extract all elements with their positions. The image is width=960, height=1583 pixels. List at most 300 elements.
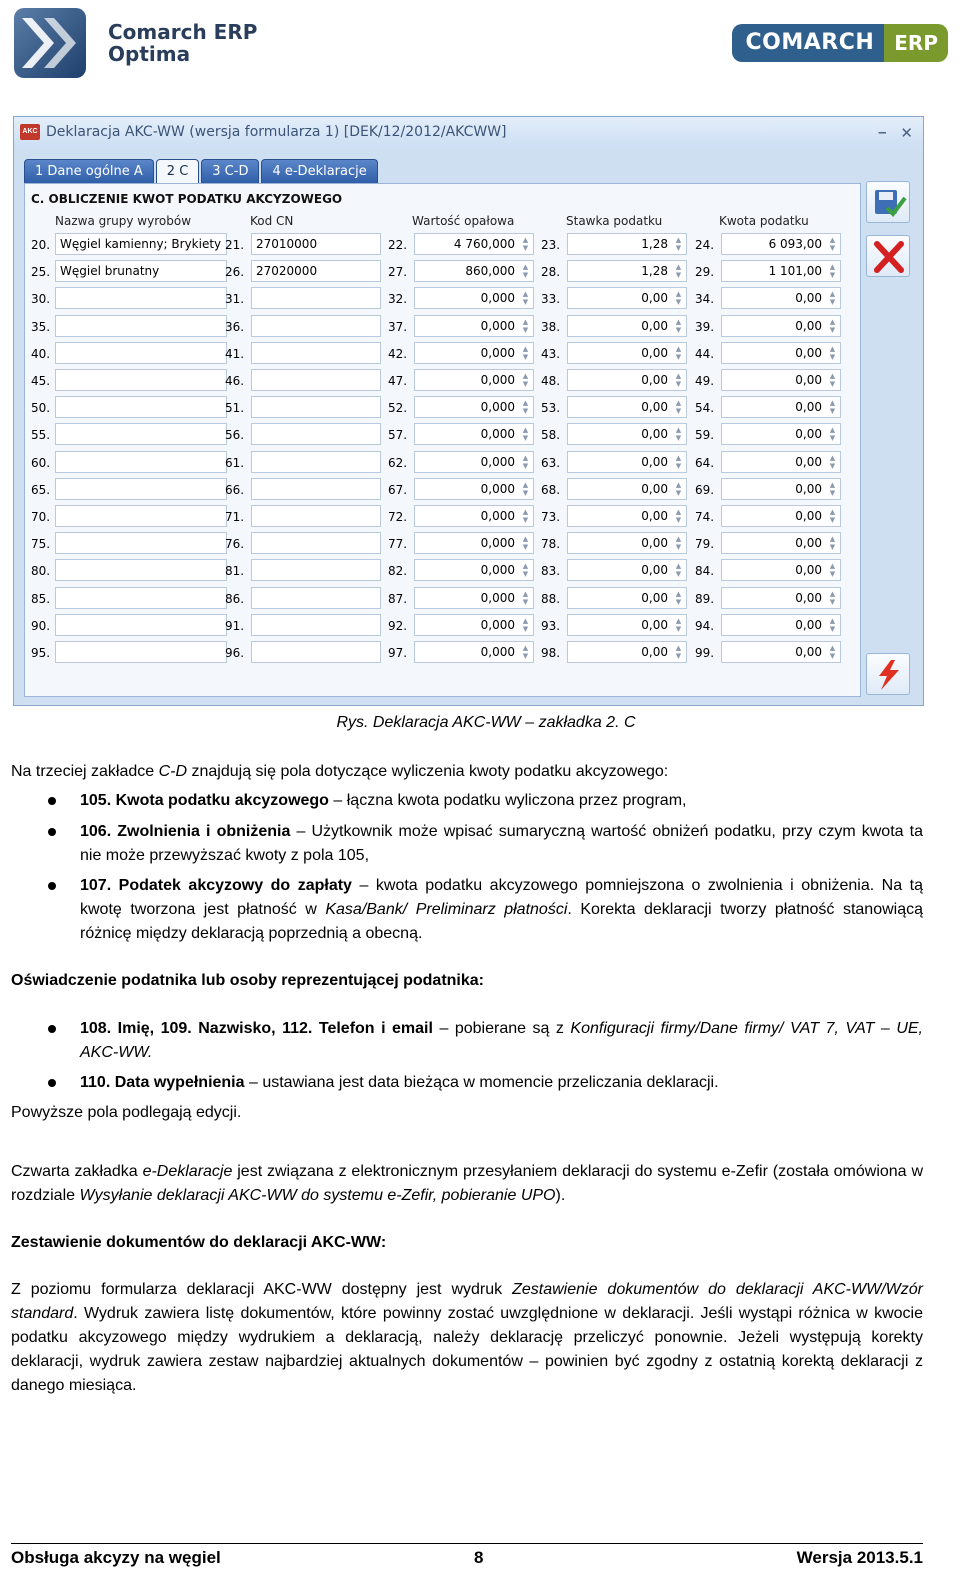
spinner-arrows-icon[interactable]: ▲ ▼ bbox=[522, 616, 529, 633]
form-row bbox=[25, 232, 862, 256]
field-tax[interactable] bbox=[721, 641, 841, 663]
spinner-arrows-icon[interactable]: ▲ ▼ bbox=[522, 236, 529, 252]
field-number: 71. bbox=[225, 510, 245, 524]
field-number: 37. bbox=[388, 319, 408, 334]
field-number: 26. bbox=[225, 265, 245, 280]
column-header-cn: Kod CN bbox=[250, 214, 294, 228]
save-button[interactable] bbox=[866, 181, 910, 223]
field-number: 23. bbox=[541, 238, 561, 252]
field-val[interactable] bbox=[414, 559, 534, 581]
field-name[interactable] bbox=[55, 451, 227, 473]
field-number: 42. bbox=[388, 346, 408, 361]
field-value: 0,00 bbox=[795, 509, 822, 523]
field-number: 83. bbox=[541, 564, 561, 579]
spinner-arrows-icon[interactable]: ▲ ▼ bbox=[675, 616, 682, 633]
brand-erp: ERP bbox=[884, 24, 948, 62]
field-number: 58. bbox=[541, 428, 561, 443]
field-tax[interactable] bbox=[721, 532, 841, 554]
field-val[interactable] bbox=[414, 260, 534, 282]
spinner-arrows-icon[interactable]: ▲ ▼ bbox=[522, 589, 529, 606]
field-rate[interactable] bbox=[567, 587, 687, 609]
spinner-arrows-icon[interactable]: ▲ ▼ bbox=[829, 372, 836, 388]
field-value: 0,000 bbox=[480, 345, 515, 360]
spinner-arrows-icon[interactable]: ▲ ▼ bbox=[675, 508, 682, 524]
field-number: 87. bbox=[388, 591, 408, 606]
field-number: 44. bbox=[695, 346, 715, 361]
list-item: 105. Kwota podatku akcyzowego – łączna kwota podatku wyliczona przez program, bbox=[80, 792, 687, 809]
field-value: 0,00 bbox=[795, 427, 822, 442]
field-value: 0,000 bbox=[480, 318, 515, 333]
field-number: 25. bbox=[31, 265, 51, 280]
form-row bbox=[25, 259, 862, 283]
field-rate[interactable] bbox=[567, 369, 687, 391]
bullet bbox=[48, 797, 56, 805]
field-name[interactable] bbox=[55, 315, 227, 337]
form-row bbox=[25, 504, 862, 528]
spinner-arrows-icon[interactable]: ▲ ▼ bbox=[522, 372, 529, 388]
field-value: 0,00 bbox=[641, 400, 668, 415]
field-number: 53. bbox=[541, 401, 561, 416]
field-cn[interactable] bbox=[251, 315, 381, 337]
field-number: 76. bbox=[225, 537, 245, 552]
field-number: 72. bbox=[388, 510, 408, 524]
field-rate[interactable] bbox=[567, 233, 687, 255]
field-number: 47. bbox=[388, 374, 408, 388]
paragraph: Czwarta zakładka e-Deklaracje jest związana z elektronicznym przesyłaniem deklaracji do systemu e-Zefir (została omówiona w rozdziale Wysyłanie deklaracji AKC-WW do systemu e-Zefir, pobieranie UPO). bbox=[11, 1163, 924, 1204]
spinner-arrows-icon[interactable]: ▲ ▼ bbox=[829, 644, 836, 660]
field-tax[interactable] bbox=[721, 396, 841, 418]
field-number: 30. bbox=[31, 292, 51, 307]
field-value: 0,00 bbox=[641, 563, 668, 578]
field-cn[interactable] bbox=[251, 342, 381, 364]
footer-title: Obsługa akcyzy na węgiel bbox=[11, 1548, 221, 1567]
field-name[interactable] bbox=[55, 641, 227, 663]
field-name[interactable] bbox=[55, 260, 227, 282]
spinner-arrows-icon[interactable]: ▲ ▼ bbox=[829, 263, 836, 280]
field-val[interactable] bbox=[414, 315, 534, 337]
form-row bbox=[25, 286, 862, 310]
spinner-arrows-icon[interactable]: ▲ ▼ bbox=[675, 290, 682, 307]
field-number: 51. bbox=[225, 401, 245, 416]
field-number: 39. bbox=[695, 319, 715, 334]
field-value: Węgiel kamienny; Brykiety bbox=[60, 237, 222, 251]
close-icon[interactable]: ✕ bbox=[900, 125, 913, 142]
field-number: 88. bbox=[541, 591, 561, 606]
form-row bbox=[25, 450, 862, 474]
field-number: 34. bbox=[695, 292, 715, 307]
field-rate[interactable] bbox=[567, 287, 687, 309]
field-number: 65. bbox=[31, 482, 51, 497]
field-cn[interactable] bbox=[251, 559, 381, 581]
field-number: 91. bbox=[225, 618, 245, 633]
spinner-arrows-icon[interactable]: ▲ ▼ bbox=[675, 535, 682, 552]
field-name[interactable] bbox=[55, 587, 227, 609]
field-tax[interactable] bbox=[721, 260, 841, 282]
field-value: 0,00 bbox=[795, 318, 822, 333]
field-rate[interactable] bbox=[567, 505, 687, 527]
field-name[interactable] bbox=[55, 233, 227, 255]
field-value: 0,00 bbox=[795, 345, 822, 360]
field-value: Węgiel brunatny bbox=[60, 264, 160, 279]
field-cn[interactable] bbox=[251, 532, 381, 554]
column-header-value: Wartość opałowa bbox=[412, 214, 515, 228]
akc-icon: AKC bbox=[20, 124, 40, 140]
field-rate[interactable] bbox=[567, 342, 687, 364]
field-number: 57. bbox=[388, 428, 408, 443]
spinner-arrows-icon[interactable]: ▲ ▼ bbox=[675, 263, 682, 280]
spinner-arrows-icon[interactable]: ▲ ▼ bbox=[829, 480, 836, 497]
field-value: 0,00 bbox=[641, 373, 668, 387]
spinner-arrows-icon[interactable]: ▲ ▼ bbox=[675, 644, 682, 660]
bullet bbox=[48, 882, 56, 890]
field-number: 95. bbox=[31, 646, 51, 660]
field-tax[interactable] bbox=[721, 287, 841, 309]
field-name[interactable] bbox=[55, 478, 227, 500]
field-cn[interactable] bbox=[251, 369, 381, 391]
spinner-arrows-icon[interactable]: ▲ ▼ bbox=[675, 480, 682, 497]
field-number: 50. bbox=[31, 401, 51, 416]
field-value: 0,00 bbox=[641, 318, 668, 333]
field-number: 32. bbox=[388, 292, 408, 307]
field-cn[interactable] bbox=[251, 478, 381, 500]
declaration-window bbox=[13, 116, 924, 706]
field-val[interactable] bbox=[414, 505, 534, 527]
field-number: 82. bbox=[388, 564, 408, 579]
field-value: 6 093,00 bbox=[768, 237, 822, 251]
field-cn[interactable] bbox=[251, 614, 381, 636]
field-tax[interactable] bbox=[721, 451, 841, 473]
field-value: 0,00 bbox=[795, 481, 822, 496]
list-item: 106. Zwolnienia i obniżenia – Użytkownik może wpisać sumaryczną wartość obniżeń podatku, przy czym kwota ta nie może przewyższać kwoty z pola 105, bbox=[80, 823, 924, 864]
field-value: 0,00 bbox=[641, 536, 668, 551]
field-number: 52. bbox=[388, 401, 408, 416]
field-number: 22. bbox=[388, 238, 408, 252]
window-title: Deklaracja AKC-WW (wersja formularza 1) [DEK/12/2012/AKCWW] bbox=[46, 124, 507, 140]
window-titlebar bbox=[14, 117, 923, 147]
field-value: 0,000 bbox=[480, 617, 515, 632]
spinner-arrows-icon[interactable]: ▲ ▼ bbox=[675, 589, 682, 606]
field-val[interactable] bbox=[414, 587, 534, 609]
form-row bbox=[25, 477, 862, 501]
spinner-arrows-icon[interactable]: ▲ ▼ bbox=[522, 344, 529, 361]
field-value: 860,000 bbox=[465, 264, 515, 279]
field-cn[interactable] bbox=[251, 233, 381, 255]
field-value: 0,00 bbox=[795, 400, 822, 415]
form-row bbox=[25, 395, 862, 419]
field-tax[interactable] bbox=[721, 369, 841, 391]
form-row bbox=[25, 531, 862, 555]
field-cn[interactable] bbox=[251, 641, 381, 663]
field-name[interactable] bbox=[55, 614, 227, 636]
optima-logo bbox=[14, 8, 257, 78]
field-value: 0,000 bbox=[480, 509, 515, 523]
field-number: 66. bbox=[225, 482, 245, 497]
field-value: 0,00 bbox=[795, 645, 822, 659]
field-value: 0,000 bbox=[480, 590, 515, 605]
field-tax[interactable] bbox=[721, 423, 841, 445]
spinner-arrows-icon[interactable]: ▲ ▼ bbox=[829, 317, 836, 334]
field-tax[interactable] bbox=[721, 342, 841, 364]
field-name[interactable] bbox=[55, 342, 227, 364]
intro-paragraph: Na trzeciej zakładce C-D znajdują się pola dotyczące wyliczenia kwoty podatku akcyzowego: bbox=[11, 763, 669, 780]
field-name[interactable] bbox=[55, 369, 227, 391]
field-value: 0,000 bbox=[480, 563, 515, 578]
spinner-arrows-icon[interactable]: ▲ ▼ bbox=[522, 290, 529, 307]
field-rate[interactable] bbox=[567, 396, 687, 418]
field-rate[interactable] bbox=[567, 532, 687, 554]
field-number: 74. bbox=[695, 510, 715, 524]
field-value: 0,00 bbox=[641, 427, 668, 442]
spinner-arrows-icon[interactable]: ▲ ▼ bbox=[829, 236, 836, 252]
editable-note: Powyższe pola podlegają edycji. bbox=[11, 1104, 242, 1121]
field-val[interactable] bbox=[414, 423, 534, 445]
field-number: 20. bbox=[31, 238, 51, 252]
field-value: 0,000 bbox=[480, 373, 515, 387]
field-tax[interactable] bbox=[721, 478, 841, 500]
column-header-name: Nazwa grupy wyrobów bbox=[55, 214, 192, 228]
field-number: 40. bbox=[31, 346, 51, 361]
spinner-arrows-icon[interactable]: ▲ ▼ bbox=[522, 480, 529, 497]
field-value: 0,00 bbox=[641, 291, 668, 306]
spinner-arrows-icon[interactable]: ▲ ▼ bbox=[829, 616, 836, 633]
field-name[interactable] bbox=[55, 396, 227, 418]
bullet bbox=[48, 828, 56, 836]
field-name[interactable] bbox=[55, 423, 227, 445]
comarch-erp-logo bbox=[732, 24, 949, 62]
field-value: 0,000 bbox=[480, 454, 515, 469]
form-row bbox=[25, 422, 862, 446]
spinner-arrows-icon[interactable]: ▲ ▼ bbox=[675, 426, 682, 443]
field-value: 0,00 bbox=[641, 345, 668, 360]
spinner-arrows-icon[interactable]: ▲ ▼ bbox=[829, 426, 836, 443]
field-value: 0,00 bbox=[795, 373, 822, 387]
field-rate[interactable] bbox=[567, 451, 687, 473]
field-number: 35. bbox=[31, 319, 51, 334]
form-row bbox=[25, 368, 862, 392]
field-number: 56. bbox=[225, 428, 245, 443]
field-number: 63. bbox=[541, 455, 561, 470]
field-cn[interactable] bbox=[251, 587, 381, 609]
spinner-arrows-icon[interactable]: ▲ ▼ bbox=[829, 535, 836, 552]
field-tax[interactable] bbox=[721, 614, 841, 636]
spinner-arrows-icon[interactable]: ▲ ▼ bbox=[829, 399, 836, 416]
spinner-arrows-icon[interactable]: ▲ ▼ bbox=[675, 399, 682, 416]
tab-c-d[interactable]: 3 C-D bbox=[201, 159, 259, 183]
field-val[interactable] bbox=[414, 287, 534, 309]
field-number: 54. bbox=[695, 401, 715, 416]
list-item: 107. Podatek akcyzowy do zapłaty – kwota podatku akcyzowego pomniejszona o zwolnienia i obniżenia. Na tą kwotę tworzona jest płatność w Kasa/Bank/ Preliminarz płatności. Korekta deklaracji tworzy płatność stanowiącą różnicę między deklaracją poprzednią a obecną. bbox=[80, 877, 923, 942]
field-val[interactable] bbox=[414, 396, 534, 418]
spinner-arrows-icon[interactable]: ▲ ▼ bbox=[675, 372, 682, 388]
spinner-arrows-icon[interactable]: ▲ ▼ bbox=[522, 317, 529, 334]
spinner-arrows-icon[interactable]: ▲ ▼ bbox=[675, 453, 682, 470]
field-tax[interactable] bbox=[721, 505, 841, 527]
field-number: 29. bbox=[695, 265, 715, 280]
field-value: 0,000 bbox=[480, 291, 515, 306]
field-number: 69. bbox=[695, 482, 715, 497]
brand-comarch: COMARCH bbox=[732, 24, 885, 62]
field-number: 97. bbox=[388, 646, 408, 660]
field-value: 1,28 bbox=[641, 264, 668, 279]
cancel-button[interactable] bbox=[866, 235, 910, 277]
list-item: 108. Imię, 109. Nazwisko, 112. Telefon i email – pobierane są z Konfiguracji firmy/Dane firmy/ VAT 7, VAT – UE, AKC-WW. bbox=[80, 1020, 923, 1061]
field-cn[interactable] bbox=[251, 423, 381, 445]
field-cn[interactable] bbox=[251, 451, 381, 473]
spinner-arrows-icon[interactable]: ▲ ▼ bbox=[829, 508, 836, 524]
tab-dane-ogolne[interactable]: 1 Dane ogólne A bbox=[24, 159, 154, 183]
column-header-rate: Stawka podatku bbox=[566, 214, 663, 228]
field-tax[interactable] bbox=[721, 587, 841, 609]
field-cn[interactable] bbox=[251, 287, 381, 309]
field-number: 73. bbox=[541, 510, 561, 524]
spinner-arrows-icon[interactable]: ▲ ▼ bbox=[829, 453, 836, 470]
bullet bbox=[48, 1025, 56, 1033]
spinner-arrows-icon[interactable]: ▲ ▼ bbox=[522, 426, 529, 443]
field-value: 0,000 bbox=[480, 400, 515, 415]
field-number: 67. bbox=[388, 482, 408, 497]
recalculate-button[interactable] bbox=[866, 653, 910, 695]
field-number: 33. bbox=[541, 292, 561, 307]
form-row bbox=[25, 613, 862, 637]
field-value: 0,00 bbox=[795, 536, 822, 551]
field-number: 61. bbox=[225, 455, 245, 470]
field-name[interactable] bbox=[55, 287, 227, 309]
field-number: 77. bbox=[388, 537, 408, 552]
footer-version: Wersja 2013.5.1 bbox=[796, 1548, 923, 1567]
field-value: 1 101,00 bbox=[768, 264, 822, 279]
spinner-arrows-icon[interactable]: ▲ ▼ bbox=[522, 562, 529, 579]
field-rate[interactable] bbox=[567, 423, 687, 445]
spinner-arrows-icon[interactable]: ▲ ▼ bbox=[522, 263, 529, 280]
field-number: 94. bbox=[695, 618, 715, 633]
field-val[interactable] bbox=[414, 641, 534, 663]
field-number: 55. bbox=[31, 428, 51, 443]
field-name[interactable] bbox=[55, 505, 227, 527]
field-number: 49. bbox=[695, 374, 715, 388]
spinner-arrows-icon[interactable]: ▲ ▼ bbox=[522, 644, 529, 660]
spinner-arrows-icon[interactable]: ▲ ▼ bbox=[522, 399, 529, 416]
field-rate[interactable] bbox=[567, 315, 687, 337]
tab-e-deklaracje[interactable]: 4 e-Deklaracje bbox=[261, 159, 377, 183]
field-number: 86. bbox=[225, 591, 245, 606]
field-number: 48. bbox=[541, 374, 561, 388]
section-title: C. OBLICZENIE KWOT PODATKU AKCYZOWEGO bbox=[31, 192, 343, 206]
field-number: 28. bbox=[541, 265, 561, 280]
field-number: 60. bbox=[31, 455, 51, 470]
field-value: 0,000 bbox=[480, 536, 515, 551]
field-rate[interactable] bbox=[567, 559, 687, 581]
field-value: 0,00 bbox=[641, 509, 668, 523]
field-val[interactable] bbox=[414, 614, 534, 636]
field-value: 0,00 bbox=[795, 590, 822, 605]
field-number: 36. bbox=[225, 319, 245, 334]
spinner-arrows-icon[interactable]: ▲ ▼ bbox=[522, 535, 529, 552]
field-val[interactable] bbox=[414, 478, 534, 500]
field-value: 0,000 bbox=[480, 427, 515, 442]
field-tax[interactable] bbox=[721, 315, 841, 337]
spinner-arrows-icon[interactable]: ▲ ▼ bbox=[829, 562, 836, 579]
field-number: 70. bbox=[31, 510, 51, 524]
field-value: 0,00 bbox=[641, 590, 668, 605]
field-tax[interactable] bbox=[721, 233, 841, 255]
field-value: 0,00 bbox=[795, 454, 822, 469]
field-number: 92. bbox=[388, 618, 408, 633]
spinner-arrows-icon[interactable]: ▲ ▼ bbox=[829, 290, 836, 307]
spinner-arrows-icon[interactable]: ▲ ▼ bbox=[522, 508, 529, 524]
field-cn[interactable] bbox=[251, 396, 381, 418]
field-rate[interactable] bbox=[567, 614, 687, 636]
cancel-icon bbox=[871, 240, 907, 274]
field-number: 79. bbox=[695, 537, 715, 552]
lightning-icon bbox=[871, 658, 907, 692]
form-row bbox=[25, 586, 862, 610]
field-rate[interactable] bbox=[567, 260, 687, 282]
spinner-arrows-icon[interactable]: ▲ ▼ bbox=[522, 453, 529, 470]
field-number: 96. bbox=[225, 646, 245, 660]
spinner-arrows-icon[interactable]: ▲ ▼ bbox=[829, 589, 836, 606]
field-value: 1,28 bbox=[641, 237, 668, 251]
field-value: 0,00 bbox=[641, 454, 668, 469]
field-number: 98. bbox=[541, 646, 561, 660]
paragraph: Z poziomu formularza deklaracji AKC-WW dostępny jest wydruk Zestawienie dokumentów do deklaracji AKC-WW/Wzór standard. Wydruk zawiera listę dokumentów, które powinny zostać uwzględnione w deklaracji. Jeśli wystąpi różnica w kwocie podatku akcyzowego między wydrukiem a deklaracją, należy deklarację przeliczyć ponownie. Jeżeli występują korekty deklaracji, wydruk zawiera zestaw najbardziej aktualnych dokumentów – powinien być zgodny z ostatnią korektą deklaracji z danego miesiąca. bbox=[11, 1281, 923, 1394]
field-cn[interactable] bbox=[251, 505, 381, 527]
field-val[interactable] bbox=[414, 342, 534, 364]
field-number: 75. bbox=[31, 537, 51, 552]
field-number: 24. bbox=[695, 238, 715, 252]
field-number: 89. bbox=[695, 591, 715, 606]
field-cn[interactable] bbox=[251, 260, 381, 282]
field-value: 0,00 bbox=[795, 617, 822, 632]
field-value: 0,00 bbox=[795, 563, 822, 578]
field-number: 84. bbox=[695, 564, 715, 579]
field-number: 45. bbox=[31, 374, 51, 388]
field-value: 27020000 bbox=[256, 264, 318, 279]
spinner-arrows-icon[interactable]: ▲ ▼ bbox=[675, 562, 682, 579]
field-number: 64. bbox=[695, 455, 715, 470]
spinner-arrows-icon[interactable]: ▲ ▼ bbox=[675, 317, 682, 334]
field-rate[interactable] bbox=[567, 478, 687, 500]
field-value: 0,00 bbox=[641, 481, 668, 496]
field-rate[interactable] bbox=[567, 641, 687, 663]
field-tax[interactable] bbox=[721, 559, 841, 581]
field-name[interactable] bbox=[55, 532, 227, 554]
field-val[interactable] bbox=[414, 532, 534, 554]
column-header-tax: Kwota podatku bbox=[719, 214, 809, 228]
field-val[interactable] bbox=[414, 369, 534, 391]
field-value: 0,000 bbox=[480, 645, 515, 659]
minimize-icon[interactable]: – bbox=[878, 124, 887, 141]
tab-panel bbox=[24, 183, 861, 697]
field-number: 41. bbox=[225, 346, 245, 361]
field-val[interactable] bbox=[414, 451, 534, 473]
form-row bbox=[25, 558, 862, 582]
product-name-line2: Optima bbox=[108, 42, 191, 66]
field-val[interactable] bbox=[414, 233, 534, 255]
field-number: 46. bbox=[225, 374, 245, 388]
field-name[interactable] bbox=[55, 559, 227, 581]
bullet bbox=[48, 1079, 56, 1087]
spinner-arrows-icon[interactable]: ▲ ▼ bbox=[675, 236, 682, 252]
spinner-arrows-icon[interactable]: ▲ ▼ bbox=[829, 344, 836, 361]
field-number: 38. bbox=[541, 319, 561, 334]
tab-c[interactable]: 2 C bbox=[156, 159, 199, 183]
section-heading: Oświadczenie podatnika lub osoby reprezentującej podatnika: bbox=[11, 972, 484, 989]
spinner-arrows-icon[interactable]: ▲ ▼ bbox=[675, 344, 682, 361]
page-number: 8 bbox=[474, 1548, 484, 1567]
product-name-line1: Comarch ERP bbox=[108, 20, 258, 44]
field-number: 99. bbox=[695, 646, 715, 660]
list-item: 110. Data wypełnienia – ustawiana jest data bieżąca w momencie przeliczania deklaracji. bbox=[80, 1074, 719, 1091]
